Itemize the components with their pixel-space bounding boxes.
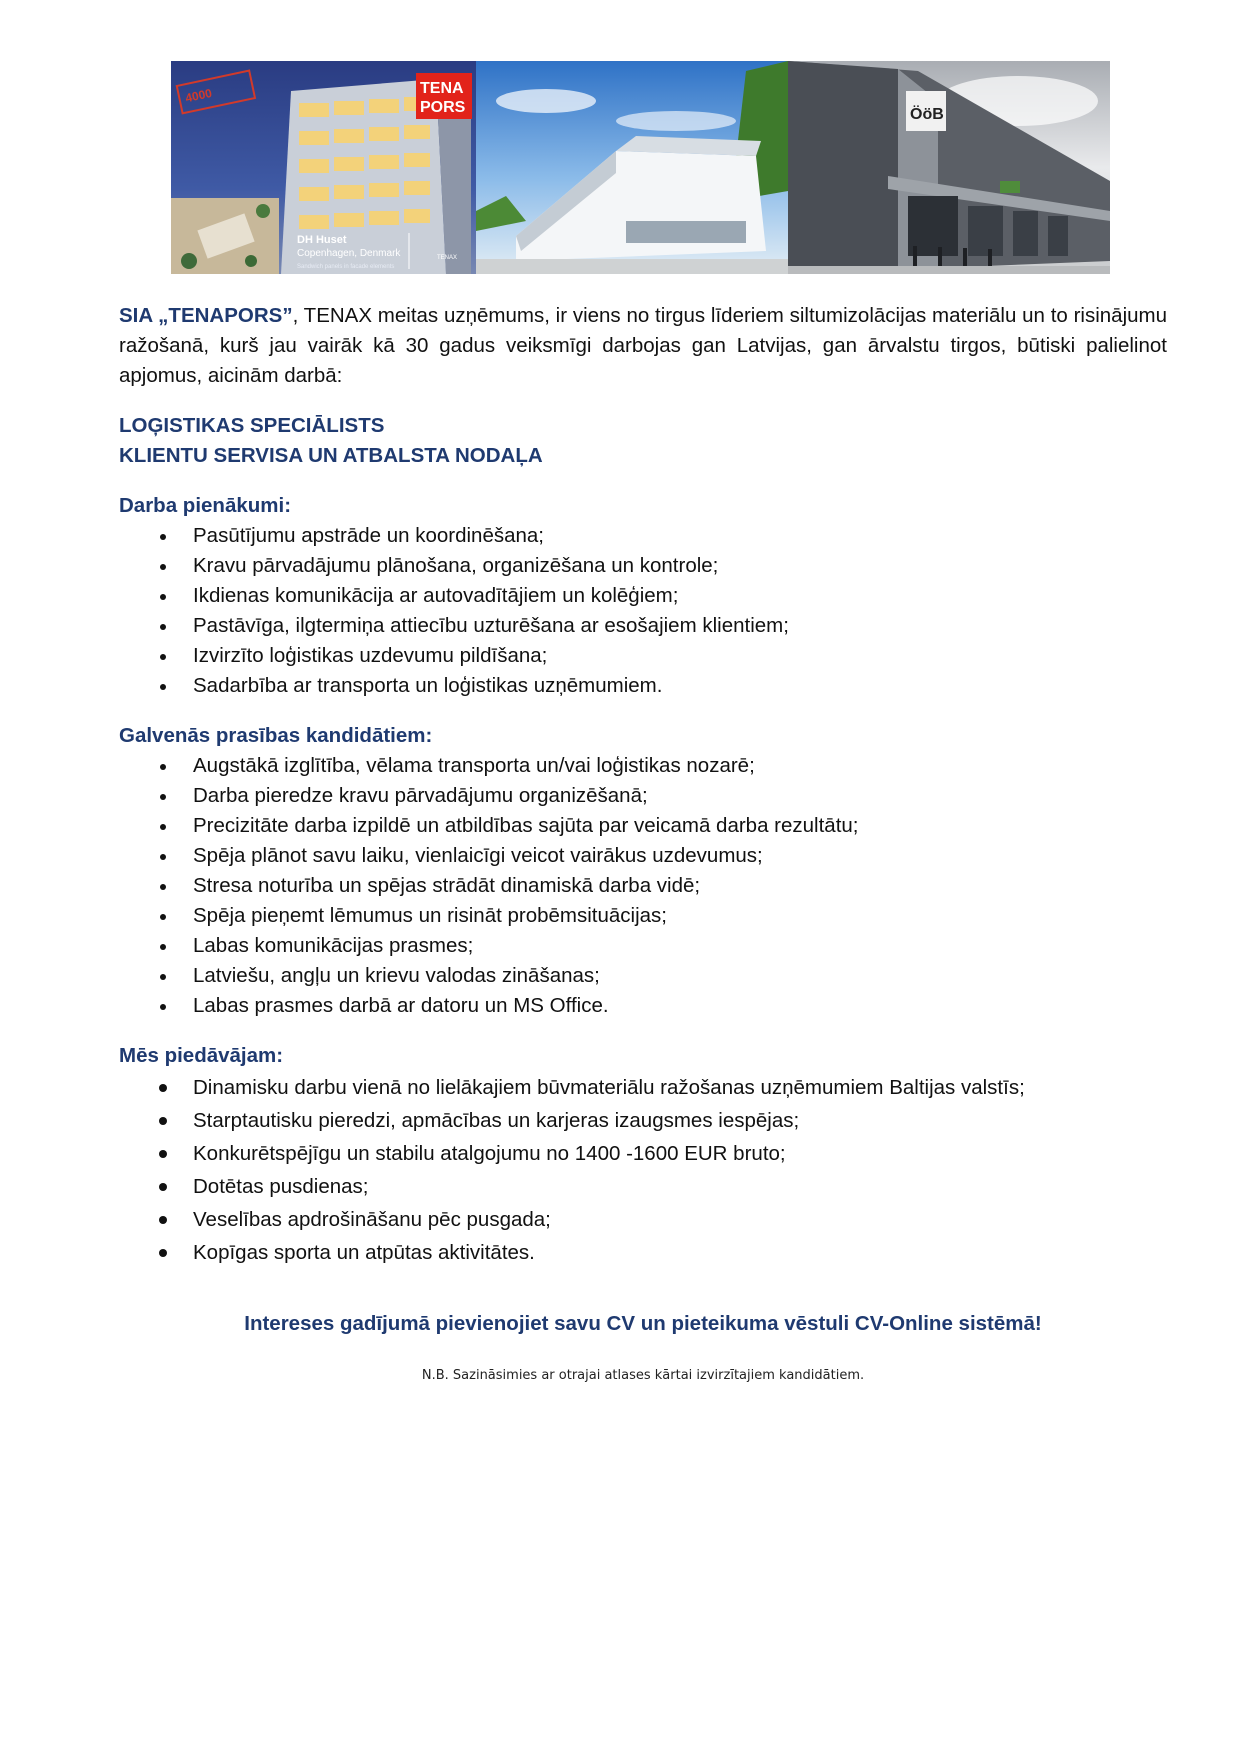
intro-text: , TENAX meitas uzņēmums, ir viens no tirgus līderiem siltumizolācijas materiālu un to risinājumu ražošanā, kurš jau vairāk kā 30 gadus veiksmīgi darbojas gan Latvijas, gan ārvalstu tirgos, būtiski palielinot apjomus, aicinām darbā: <box>119 304 1167 387</box>
list-item: Latviešu, angļu un krievu valodas zināšanas; <box>119 961 1167 991</box>
banner-modern-facility-photo <box>476 61 788 274</box>
list-item: Stresa noturība un spējas strādāt dinamiskā darba vidē; <box>119 871 1167 901</box>
list-item: Spēja plānot savu laiku, vienlaicīgi veicot vairākus uzdevumus; <box>119 841 1167 871</box>
duties-list <box>119 521 1167 701</box>
company-name: SIA „TENAPORS” <box>119 304 293 327</box>
department-name: KLIENTU SERVISA UN ATBALSTA NODAĻA <box>119 444 543 467</box>
header-banner-image <box>171 61 1110 274</box>
banner-brand-line2: PORS <box>420 99 466 116</box>
list-item: Izvirzīto loģistikas uzdevumu pildīšana; <box>119 641 1167 671</box>
requirements-heading: Galvenās prasības kandidātiem: <box>119 724 433 747</box>
list-item: Augstākā izglītība, vēlama transporta un/vai loģistikas nozarē; <box>119 751 1167 781</box>
job-posting-content <box>119 301 1167 1404</box>
list-item: Veselības apdrošināšanu pēc pusgada; <box>119 1203 1167 1236</box>
list-item: Ikdienas komunikācija ar autovadītājiem un kolēģiem; <box>119 581 1167 611</box>
list-item: Precizitāte darba izpildē un atbildības sajūta par veicamā darba rezultātu; <box>119 811 1167 841</box>
banner-store-sign: ÖöB <box>910 106 944 123</box>
banner-retail-store-photo <box>788 61 1110 274</box>
intro-paragraph <box>119 301 1167 391</box>
list-item: Spēja pieņemt lēmumus un risināt probēmsituācijas; <box>119 901 1167 931</box>
footnote: N.B. Sazināsimies ar otrajai atlases kārtai izvirzītajiem kandidātiem. <box>421 1368 865 1383</box>
offer-list <box>119 1071 1167 1269</box>
offer-heading: Mēs piedāvājam: <box>119 1044 284 1067</box>
list-item: Labas prasmes darbā ar datoru un MS Office. <box>119 991 1167 1021</box>
requirements-list <box>119 751 1167 1021</box>
list-item: Dinamisku darbu vienā no lielākajiem būvmateriālu ražošanas uzņēmumiem Baltijas valstīs; <box>119 1071 1167 1104</box>
banner-office-building-photo <box>171 61 476 274</box>
list-item: Sadarbība ar transporta un loģistikas uzņēmumiem. <box>119 671 1167 701</box>
list-item: Konkurētspējīgu un stabilu atalgojumu no 1400 -1600 EUR bruto; <box>119 1137 1167 1170</box>
list-item: Starptautisku pieredzi, apmācības un karjeras izaugsmes iespējas; <box>119 1104 1167 1137</box>
list-item: Kravu pārvadājumu plānošana, organizēšana un kontrole; <box>119 551 1167 581</box>
list-item: Labas komunikācijas prasmes; <box>119 931 1167 961</box>
banner-caption-title: DH Huset <box>297 234 347 246</box>
list-item: Pasūtījumu apstrāde un koordinēšana; <box>119 521 1167 551</box>
banner-stamp-text: 4000 <box>184 86 214 106</box>
application-call-to-action: Intereses gadījumā pievienojiet savu CV un pieteikuma vēstuli CV-Online sistēmā! <box>244 1312 1042 1335</box>
banner-caption-small: Sandwich panels in facade elements <box>297 264 395 270</box>
banner-brand-line1: TENA <box>420 80 464 97</box>
job-title: LOĢISTIKAS SPECIĀLISTS <box>119 414 385 437</box>
duties-heading: Darba pienākumi: <box>119 494 292 517</box>
list-item: Darba pieredze kravu pārvadājumu organizēšanā; <box>119 781 1167 811</box>
banner-tenax-label: TENAX <box>437 255 458 261</box>
list-item: Dotētas pusdienas; <box>119 1170 1167 1203</box>
list-item: Pastāvīga, ilgtermiņa attiecību uzturēšana ar esošajiem klientiem; <box>119 611 1167 641</box>
list-item: Kopīgas sporta un atpūtas aktivitātes. <box>119 1236 1167 1269</box>
banner-caption-sub: Copenhagen, Denmark <box>297 248 401 259</box>
